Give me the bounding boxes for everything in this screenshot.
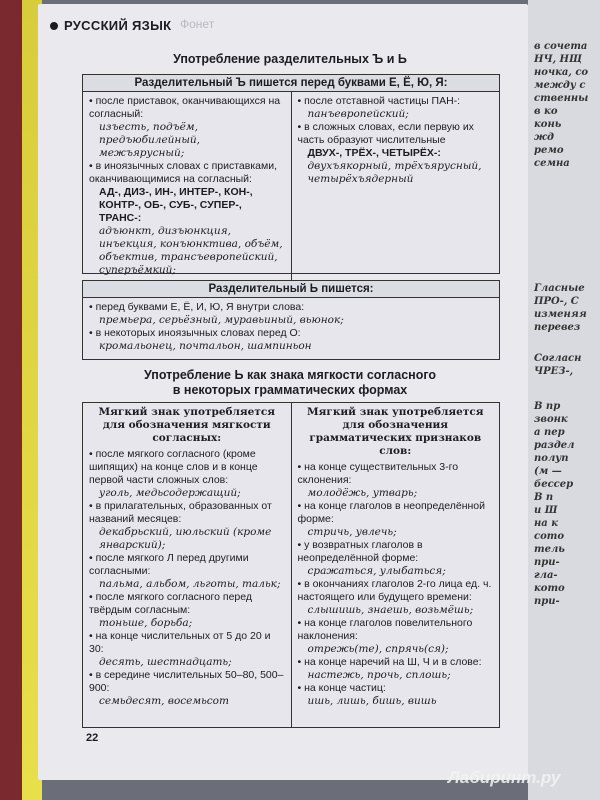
rule-item: • в некоторых иноязычных словах перед О: bbox=[89, 327, 493, 340]
rule-item: • в прилагательных, образованных от названий месяцев: bbox=[89, 500, 285, 526]
rule-item: • в иноязычных словах с приставками, оканчивающимися на согласный: bbox=[89, 160, 285, 186]
rule-item: • перед буквами Е, Ё, И, Ю, Я внутри слова: bbox=[89, 301, 493, 314]
right-page-text: ственны bbox=[534, 93, 589, 104]
rule-example: пальма, альбом, льготы, тальк; bbox=[99, 578, 281, 590]
right-page-text: гла- bbox=[534, 570, 558, 581]
rule-item: • после мягкого Л перед другими согласными: bbox=[89, 552, 285, 578]
right-page-text: жд bbox=[534, 132, 555, 143]
right-page-text: при- bbox=[534, 557, 560, 568]
page-header bbox=[50, 18, 171, 33]
subject-title: РУССКИЙ ЯЗЫК bbox=[64, 18, 172, 33]
box-right-column bbox=[291, 92, 500, 280]
rule-example: настежь, прочь, сплошь; bbox=[307, 669, 451, 681]
right-page-text: на к bbox=[534, 518, 559, 529]
rule-example: уголь, медьсодержащий; bbox=[99, 487, 241, 499]
left-items bbox=[89, 448, 285, 708]
rule-example: тоньше, борьба; bbox=[99, 617, 193, 629]
right-page-text: тель bbox=[534, 544, 565, 555]
rule-example: семьдесят, восемьсот bbox=[99, 695, 229, 707]
rule-example: кромальонец, почтальон, шампиньон bbox=[99, 340, 312, 352]
box-left-column bbox=[83, 92, 291, 280]
rule-example: декабрьский, июльский (кроме январский); bbox=[99, 526, 272, 551]
right-page-text: В п bbox=[534, 492, 554, 503]
right-page-text: семна bbox=[534, 158, 570, 169]
rule-item: • у возвратных глаголов в неопределённой форме: bbox=[298, 539, 494, 565]
section-title bbox=[80, 368, 500, 398]
right-page-text: а пер bbox=[534, 427, 565, 438]
right-page-text: в ко bbox=[534, 106, 558, 117]
rule-item: • после мягкого согласного перед твёрдым согласным: bbox=[89, 591, 285, 617]
right-page-text: ПРО-, С bbox=[534, 296, 579, 307]
box-column bbox=[83, 298, 499, 356]
right-page-text: изменяя bbox=[534, 309, 587, 320]
rule-example: премьера, серьёзный, муравьиный, вьюнок; bbox=[99, 314, 344, 326]
rule-item: • в середине числительных 50–80, 500–900: bbox=[89, 669, 285, 695]
right-page-text: Гласные bbox=[534, 283, 585, 294]
right-page-top bbox=[534, 40, 588, 170]
right-page-text: (м — bbox=[534, 466, 562, 477]
right-page-mid bbox=[534, 282, 587, 334]
rule-example: молодёжь, утварь; bbox=[307, 487, 418, 499]
book-spine bbox=[0, 0, 22, 800]
rule-example: десять, шестнадцать; bbox=[99, 656, 232, 668]
right-page-text: перевез bbox=[534, 322, 581, 333]
right-page-text: бессер bbox=[534, 479, 574, 490]
rule-item: • на конце наречий на Ш, Ч и в слове: bbox=[298, 656, 494, 669]
right-page-text: в сочета bbox=[534, 41, 588, 52]
bullet-icon bbox=[50, 22, 58, 30]
right-page-text: кото bbox=[534, 583, 565, 594]
right-page-text: и Ш bbox=[534, 505, 558, 516]
rule-example: отрежь(те), спрячь(ся); bbox=[307, 643, 449, 655]
rule-prefixes: АД-, ДИЗ-, ИН-, ИНТЕР-, КОН-, КОНТР-, ОБ-, СУБ-, СУПЕР-, ТРАНС-: bbox=[99, 186, 253, 224]
rule-item: • на конце существительных 3-го склонения: bbox=[298, 461, 494, 487]
right-page-text: сото bbox=[534, 531, 565, 542]
box-heading: Разделительный Ъ пишется перед буквами Е, Ё, Ю, Я: bbox=[83, 75, 499, 92]
right-items bbox=[298, 461, 494, 708]
rule-example: стричь, увлечь; bbox=[307, 526, 397, 538]
right-page bbox=[528, 0, 600, 800]
rule-item: • в окончаниях глаголов 2-го лица ед. ч. настоящего или будущего времени: bbox=[298, 578, 494, 604]
column-heading: Мягкий знак употребляется для обозначения мягкости согласных: bbox=[98, 406, 275, 444]
rule-item: • после отставной частицы ПАН-: bbox=[298, 95, 494, 108]
right-page-text: ЧРЕЗ-, bbox=[534, 366, 574, 377]
box-left-column bbox=[83, 403, 291, 727]
right-page-bottom bbox=[534, 400, 575, 608]
rule-item: • после мягкого согласного (кроме шипящих) на конце слов и в конце первой части сложных слов: bbox=[89, 448, 285, 487]
hard-sign-box bbox=[82, 74, 500, 274]
rule-example: двухъякорный, трёхъярусный, четырёхъядерный bbox=[307, 160, 482, 185]
right-page-text: при- bbox=[534, 596, 560, 607]
rule-item: • после приставок, оканчивающихся на согласный: bbox=[89, 95, 285, 121]
right-page-text: Согласн bbox=[534, 353, 582, 364]
rule-example: изъесть, подъём, предъюбилейный, межъярусный; bbox=[99, 121, 200, 159]
right-page-text: В пр bbox=[534, 401, 561, 412]
section-title: Употребление разделительных Ъ и Ь bbox=[173, 52, 407, 66]
right-page-text: раздел bbox=[534, 440, 575, 451]
right-page-text: НЧ, НЩ bbox=[534, 54, 582, 65]
rule-item: • на конце глаголов повелительного наклонения: bbox=[298, 617, 494, 643]
rule-item: • в сложных словах, если первую их часть образуют числительные bbox=[298, 121, 494, 147]
rule-example: сражаться, улыбаться; bbox=[307, 565, 446, 577]
rule-example: слышишь, знаешь, возьмёшь; bbox=[307, 604, 474, 616]
rule-example: адъюнкт, дизъюнкция, инъекция, конъюнктива, объём, объектив, трансъевропейский, суперъёмкий; bbox=[99, 225, 283, 276]
box-right-column bbox=[291, 403, 500, 727]
right-page-low bbox=[534, 352, 581, 378]
page-number: 22 bbox=[86, 732, 99, 744]
right-page-text: полуп bbox=[534, 453, 569, 464]
soft-sign-grammar-box bbox=[82, 402, 500, 728]
rule-example: панъевропейский; bbox=[307, 108, 409, 120]
bleed-through-text: Фонет bbox=[180, 17, 215, 31]
section-title-line: в некоторых грамматических формах bbox=[172, 383, 408, 397]
right-page-text: ремо bbox=[534, 145, 564, 156]
right-page-text: конь bbox=[534, 119, 562, 130]
rule-prefixes: ДВУХ-, ТРЁХ-, ЧЕТЫРЁХ-: bbox=[307, 147, 441, 159]
column-heading: Мягкий знак употребляется для обозначения грамматических признаков слов: bbox=[307, 406, 484, 457]
right-page-text: между с bbox=[534, 80, 586, 91]
watermark: Лабиринт.ру bbox=[448, 768, 561, 787]
rule-item: • на конце числительных от 5 до 20 и 30: bbox=[89, 630, 285, 656]
box-heading: Разделительный Ь пишется: bbox=[83, 281, 499, 298]
section-title-line: Употребление Ь как знака мягкости согласного bbox=[143, 368, 437, 382]
rule-item: • на конце частиц: bbox=[298, 682, 494, 695]
right-page-text: звонк bbox=[534, 414, 568, 425]
rule-example: ишь, лишь, бишь, вишь bbox=[307, 695, 437, 707]
right-page-text: ночка, со bbox=[534, 67, 589, 78]
rule-item: • на конце глаголов в неопределённой форме: bbox=[298, 500, 494, 526]
soft-sign-box bbox=[82, 280, 500, 360]
